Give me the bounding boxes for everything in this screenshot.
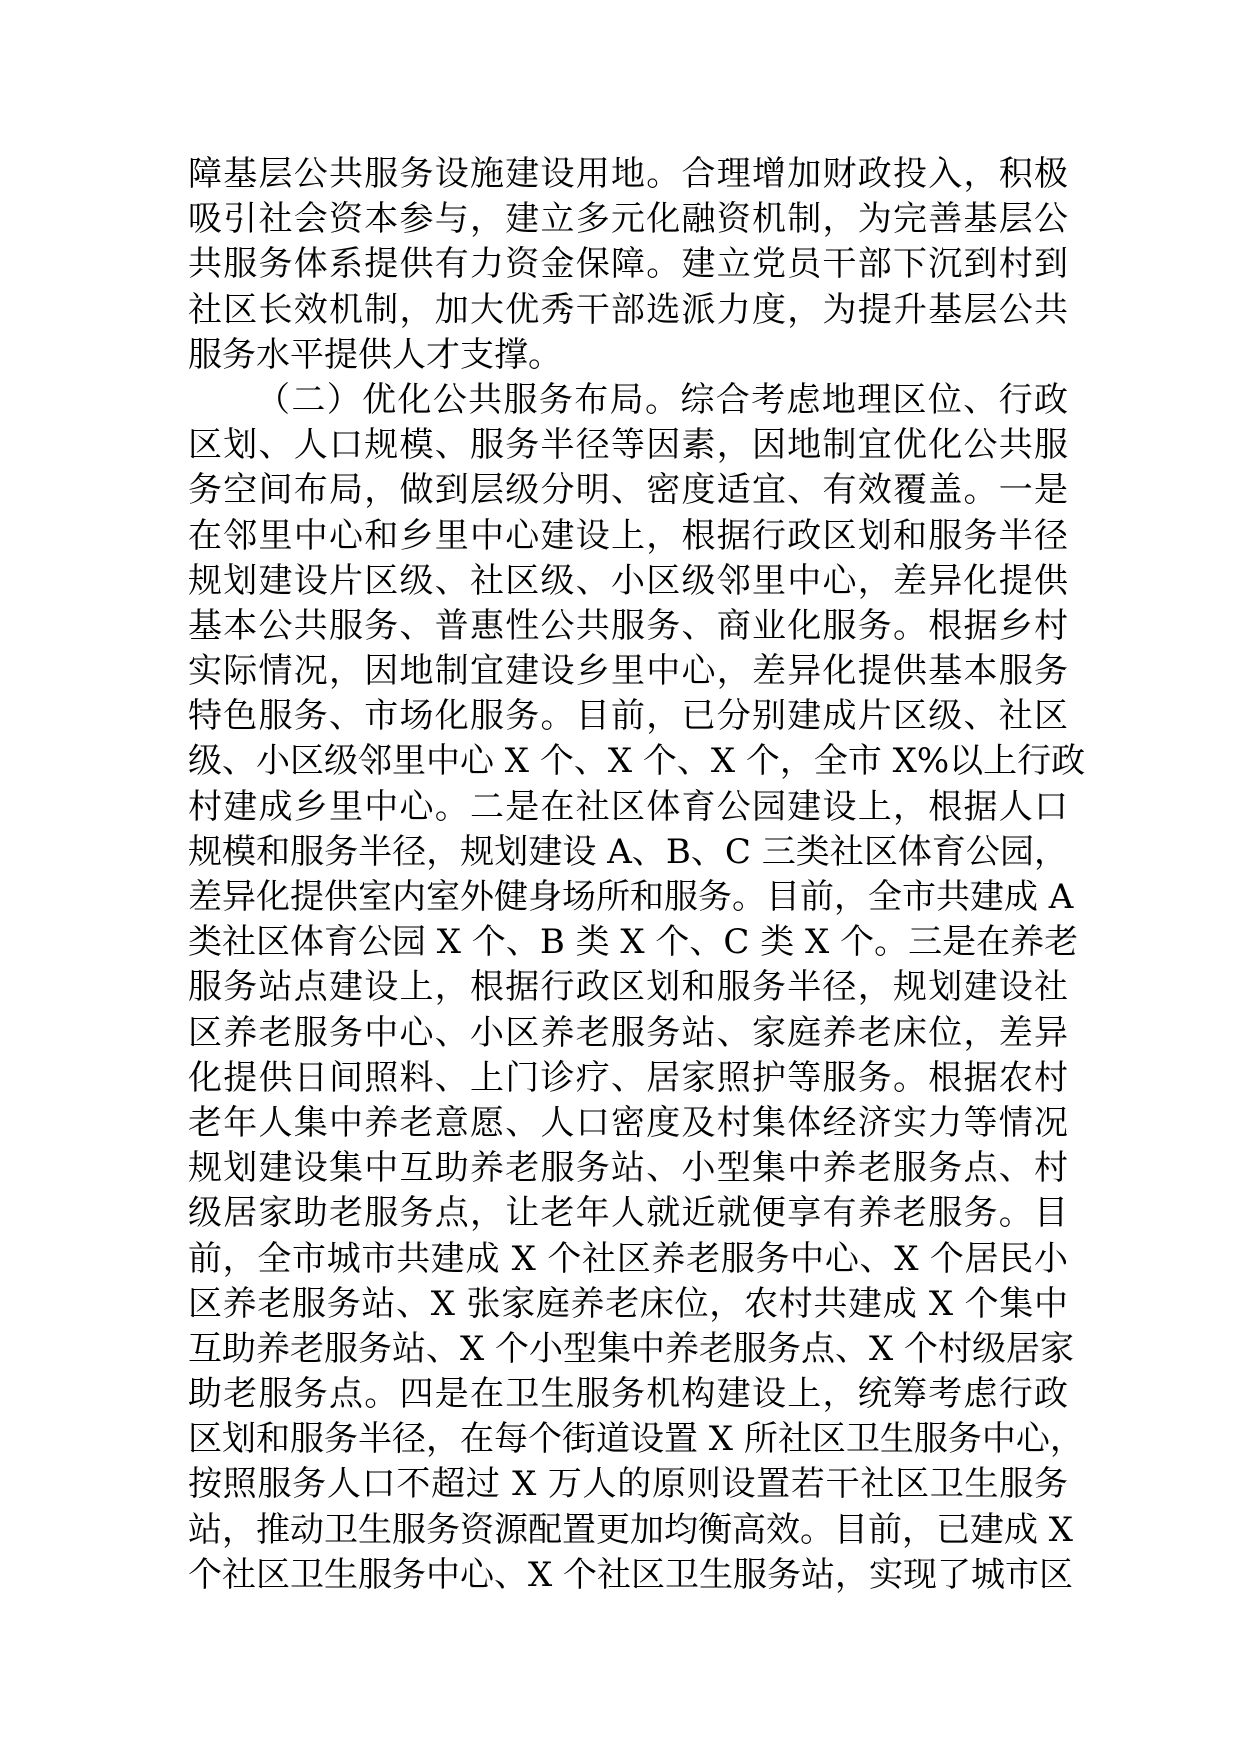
text-line: 站，推动卫生服务资源配置更加均衡高效。目前，已建成 X — [188, 1509, 1074, 1550]
text-line: 社区长效机制，加大优秀干部选派力度，为提升基层公共 — [188, 289, 1068, 330]
text-line: 特色服务、市场化服务。目前，已分别建成片区级、社区 — [188, 696, 1068, 737]
text-line: 村建成乡里中心。二是在社区体育公园建设上，根据人口 — [188, 786, 1068, 827]
text-line: 老年人集中养老意愿、人口密度及村集体经济实力等情况 — [188, 1102, 1068, 1143]
text-line: 务空间布局，做到层级分明、密度适宜、有效覆盖。一是 — [188, 470, 1068, 511]
text-line: 按照服务人口不超过 X 万人的原则设置若干社区卫生服务 — [188, 1464, 1068, 1505]
text-line: 类社区体育公园 X 个、B 类 X 个、C 类 X 个。三是在养老 — [188, 922, 1079, 963]
body-text — [188, 152, 1086, 1598]
text-line: 障基层公共服务设施建设用地。合理增加财政投入，积极 — [188, 154, 1068, 194]
text-line: 规划建设片区级、社区级、小区级邻里中心，差异化提供 — [188, 560, 1068, 601]
text-line: 助老服务点。四是在卫生服务机构建设上，统筹考虑行政 — [188, 1374, 1068, 1415]
text-line: 共服务体系提供有力资金保障。建立党员干部下沉到村到 — [188, 244, 1068, 285]
text-line: 区划和服务半径，在每个街道设置 X 所社区卫生服务中心， — [188, 1419, 1084, 1460]
text-line: 区养老服务站、X 张家庭养老床位，农村共建成 X 个集中 — [188, 1283, 1068, 1324]
text-line: 化提供日间照料、上门诊疗、居家照护等服务。根据农村 — [188, 1057, 1068, 1098]
text-line: 差异化提供室内室外健身场所和服务。目前，全市共建成 A — [188, 877, 1074, 917]
text-line: 实际情况，因地制宜建设乡里中心，差异化提供基本服务 — [188, 651, 1068, 692]
text-line: 在邻里中心和乡里中心建设上，根据行政区划和服务半径 — [188, 515, 1068, 556]
text-line: 服务站点建设上，根据行政区划和服务半径，规划建设社 — [188, 967, 1068, 1008]
text-line: 互助养老服务站、X 个小型集中养老服务点、X 个村级居家 — [188, 1328, 1075, 1369]
text-line: 前，全市城市共建成 X 个社区养老服务中心、X 个居民小 — [188, 1238, 1068, 1279]
text-line: 吸引社会资本参与，建立多元化融资机制，为完善基层公 — [188, 199, 1068, 240]
text-line: 级居家助老服务点，让老年人就近就便享有养老服务。目 — [188, 1193, 1068, 1234]
section-heading-line: （二）优化公共服务布局。综合考虑地理区位、行政 — [256, 379, 1068, 420]
text-line: 基本公共服务、普惠性公共服务、商业化服务。根据乡村 — [188, 605, 1068, 646]
text-line: 规划建设集中互助养老服务站、小型集中养老服务点、村 — [188, 1148, 1068, 1189]
text-line: 服务水平提供人才支撑。 — [188, 334, 562, 375]
text-line: 区划、人口规模、服务半径等因素，因地制宜优化公共服 — [188, 425, 1068, 466]
text-line: 规模和服务半径，规划建设 A、B、C 三类社区体育公园， — [188, 831, 1068, 872]
text-line: 级、小区级邻里中心 X 个、X 个、X 个，全市 X%以上行政 — [188, 741, 1086, 782]
text-line: 区养老服务中心、小区养老服务站、家庭养老床位，差异 — [188, 1012, 1068, 1053]
text-line: 个社区卫生服务中心、X 个社区卫生服务站，实现了城市区 — [188, 1554, 1074, 1595]
